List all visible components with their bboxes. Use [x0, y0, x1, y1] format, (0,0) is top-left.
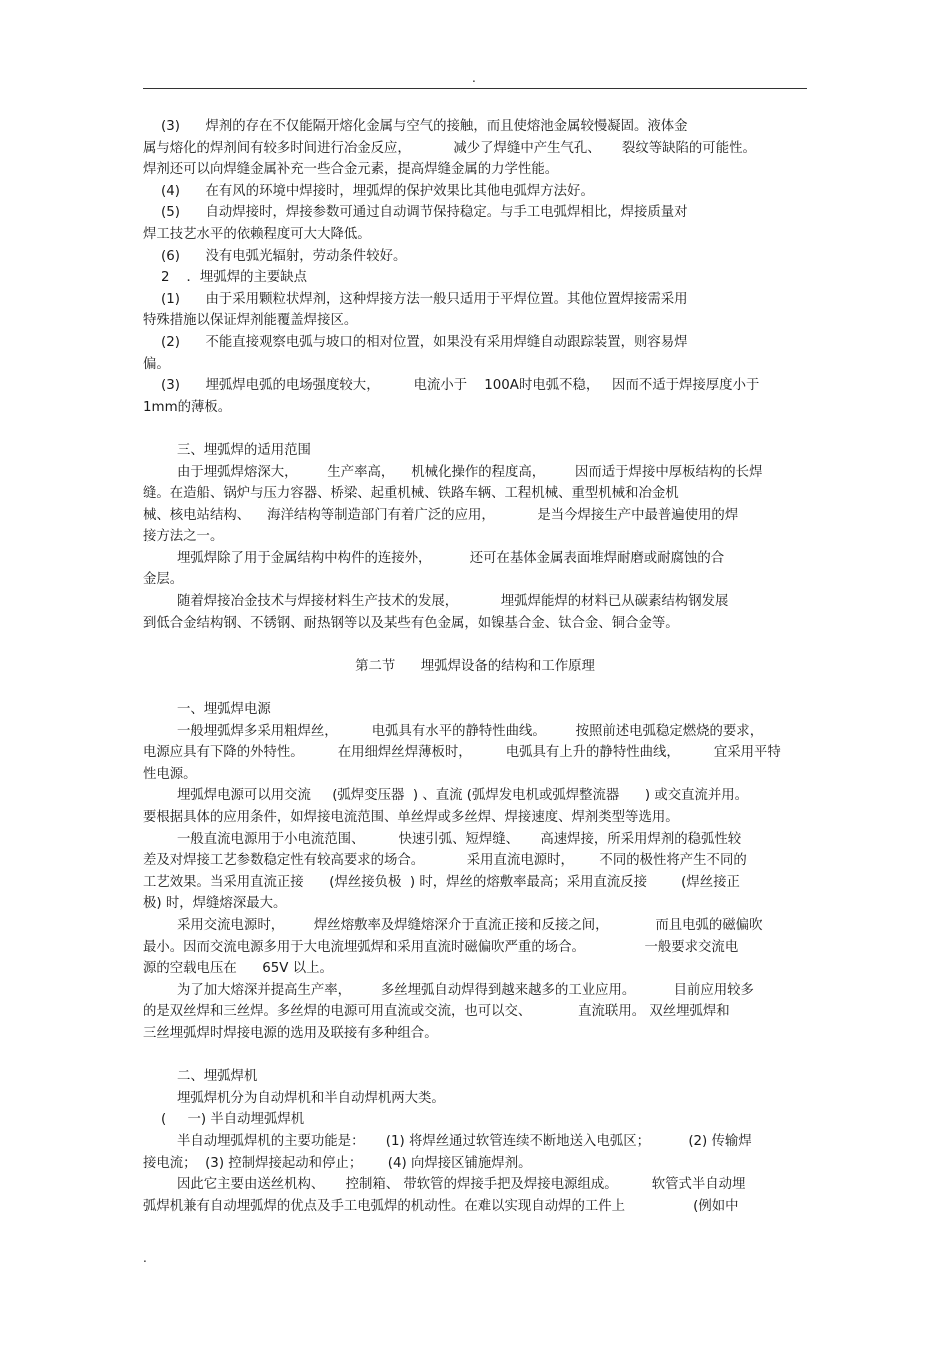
- paragraph: [143, 267, 807, 289]
- text-line: 因此它主要由送丝机构、 控制箱、 带软管的焊接手把及焊接电源组成。 软管式半自动埋: [177, 1177, 746, 1193]
- footer-mark: .: [143, 1251, 147, 1265]
- text-line: 焊工技艺水平的依赖程度可大大降低。: [143, 226, 371, 242]
- text-line: 最小。因而交流电源多用于大电流埋弧焊和采用直流时磁偏吹严重的场合。 一般要求交流电: [143, 939, 739, 955]
- paragraph: [143, 915, 807, 980]
- text-line: 埋弧焊机分为自动焊机和半自动焊机两大类。: [177, 1090, 445, 1106]
- paragraph: [143, 440, 807, 462]
- text-line: 三、埋弧焊的适用范围: [177, 442, 311, 458]
- text-line: 到低合金结构钢、不锈钢、耐热钢等以及某些有色金属，如镍基合金、钛合金、铜合金等。: [143, 615, 679, 631]
- document-body: [143, 116, 807, 1217]
- text-line: ( 一) 半自动埋弧焊机: [161, 1112, 305, 1128]
- text-line: 特殊措施以保证焊剂能覆盖焊接区。: [143, 313, 358, 329]
- text-line: 弧焊机兼有自动埋弧焊的优点及手工电弧焊的机动性。在难以实现自动焊的工件上 (例如中: [143, 1198, 739, 1214]
- paragraph: [143, 181, 807, 203]
- paragraph: [143, 332, 807, 375]
- text-line: (3) 焊剂的存在不仅能隔开熔化金属与空气的接触，而且使熔池金属较慢凝固。液体金: [161, 119, 688, 134]
- text-line: 为了加大熔深并提高生产率， 多丝埋弧自动焊得到越来越多的工业应用。 目前应用较多: [177, 982, 754, 998]
- blank-line: [143, 634, 807, 656]
- text-line: 的是双丝焊和三丝焊。多丝焊的电源可用直流或交流，也可以交、 直流联用。 双丝埋弧焊和: [143, 1004, 730, 1020]
- text-line: 金层。: [143, 572, 184, 588]
- section-title: [143, 656, 807, 678]
- paragraph: [143, 289, 807, 332]
- text-line: (1) 由于采用颗粒状焊剂，这种焊接方法一般只适用于平焊位置。其他位置焊接需采用: [161, 291, 688, 307]
- text-line: 缝。在造船、锅炉与压力容器、桥梁、起重机械、铁路车辆、工程机械、重型机械和冶金机: [143, 486, 679, 502]
- text-line: 性电源。: [143, 766, 197, 782]
- blank-line: [143, 1045, 807, 1067]
- paragraph: [143, 829, 807, 915]
- text-line: 采用交流电源时， 焊丝熔敷率及焊缝熔深介于直流正接和反接之间， 而且电弧的磁偏吹: [177, 917, 763, 933]
- text-line: 接电流； (3) 控制焊接起动和停止； (4) 向焊接区铺施焊剂。: [143, 1155, 532, 1171]
- paragraph: [143, 980, 807, 1045]
- paragraph: [143, 1066, 807, 1088]
- text-line: 三丝埋弧焊时焊接电源的选用及联接有多种组合。: [143, 1025, 438, 1041]
- paragraph: [143, 699, 807, 721]
- text-line: 属与熔化的焊剂间有较多时间进行冶金反应， 减少了焊缝中产生气孔、 裂纹等缺陷的可能性。: [143, 140, 756, 156]
- paragraph: [143, 116, 807, 181]
- paragraph: [143, 721, 807, 786]
- paragraph: [143, 548, 807, 591]
- blank-line: [143, 677, 807, 699]
- text-line: 埋弧焊电源可以用交流 (弧焊变压器 ) 、直流 (弧焊发电机或弧焊整流器 ) 或交直流并用。: [177, 788, 749, 804]
- text-line: (4) 在有风的环境中焊接时，埋弧焊的保护效果比其他电弧焊方法好。: [161, 183, 594, 199]
- paragraph: [143, 1109, 807, 1131]
- paragraph: [143, 1174, 807, 1217]
- text-line: 电源应具有下降的外特性。 在用细焊丝焊薄板时， 电弧具有上升的静特性曲线， 宜采用平特: [143, 745, 781, 761]
- text-line: 要根据具体的应用条件，如焊接电流范围、单丝焊或多丝焊、焊接速度、焊剂类型等选用。: [143, 810, 679, 825]
- paragraph: [143, 375, 807, 418]
- text-line: 由于埋弧焊熔深大， 生产率高， 机械化操作的程度高， 因而适于焊接中厚板结构的长焊: [177, 464, 763, 480]
- text-line: 接方法之一。: [143, 529, 224, 545]
- paragraph: [143, 785, 807, 828]
- text-line: 偏。: [143, 356, 170, 372]
- text-line: (5) 自动焊接时，焊接参数可通过自动调节保持稳定。与手工电弧焊相比，焊接质量对: [161, 205, 688, 221]
- text-line: 一般直流电源用于小电流范围、 快速引弧、短焊缝、 高速焊接，所采用焊剂的稳弧性较: [177, 831, 742, 847]
- text-line: 2 ．埋弧焊的主要缺点: [161, 270, 308, 286]
- text-line: 极) 时，焊缝熔深最大。: [143, 896, 287, 912]
- blank-line: [143, 418, 807, 440]
- text-line: 工艺效果。当采用直流正接 (焊丝接负极 ) 时，焊丝的熔敷率最高；采用直流反接 (焊丝接正: [143, 874, 740, 890]
- text-line: 1mm的薄板。: [143, 399, 232, 415]
- text-line: (6) 没有电弧光辐射，劳动条件较好。: [161, 248, 407, 264]
- paragraph: [143, 1131, 807, 1174]
- header-rule: [143, 88, 807, 89]
- text-line: 埋弧焊除了用于金属结构中构件的连接外， 还可在基体金属表面堆焊耐磨或耐腐蚀的合: [177, 550, 725, 566]
- text-line: 差及对焊接工艺参数稳定性有较高要求的场合。 采用直流电源时， 不同的极性将产生不同的: [143, 853, 747, 869]
- text-line: 半自动埋弧焊机的主要功能是： (1) 将焊丝通过软管连续不断地送入电弧区； (2) 传输焊: [177, 1133, 752, 1149]
- text-line: (3) 埋弧焊电弧的电场强度较大， 电流小于 100A时电弧不稳， 因而不适于焊接厚度小于: [161, 378, 760, 394]
- text-line: 源的空载电压在 65V 以上。: [143, 961, 333, 977]
- paragraph: [143, 1088, 807, 1110]
- text-line: 焊剂还可以向焊缝金属补充一些合金元素，提高焊缝金属的力学性能。: [143, 162, 559, 178]
- text-line: 一、埋弧焊电源: [177, 702, 271, 718]
- paragraph: [143, 246, 807, 268]
- text-line: 一般埋弧焊多采用粗焊丝， 电弧具有水平的静特性曲线。 按照前述电弧稳定燃烧的要求，: [177, 723, 764, 739]
- text-line: 二、埋弧焊机: [177, 1069, 258, 1085]
- paragraph: [143, 462, 807, 548]
- text-line: 械、核电站结构、 海洋结构等制造部门有着广泛的应用， 是当今焊接生产中最普遍使用的焊: [143, 507, 739, 523]
- text-line: 随着焊接冶金技术与焊接材料生产技术的发展， 埋弧焊能焊的材料已从碳素结构钢发展: [177, 594, 729, 610]
- text-line: (2) 不能直接观察电弧与坡口的相对位置，如果没有采用焊缝自动跟踪装置，则容易焊: [161, 334, 688, 350]
- paragraph: [143, 591, 807, 634]
- paragraph: [143, 202, 807, 245]
- header-mark: .: [472, 71, 476, 85]
- text-line: 第二节 埋弧焊设备的结构和工作原理: [355, 658, 595, 674]
